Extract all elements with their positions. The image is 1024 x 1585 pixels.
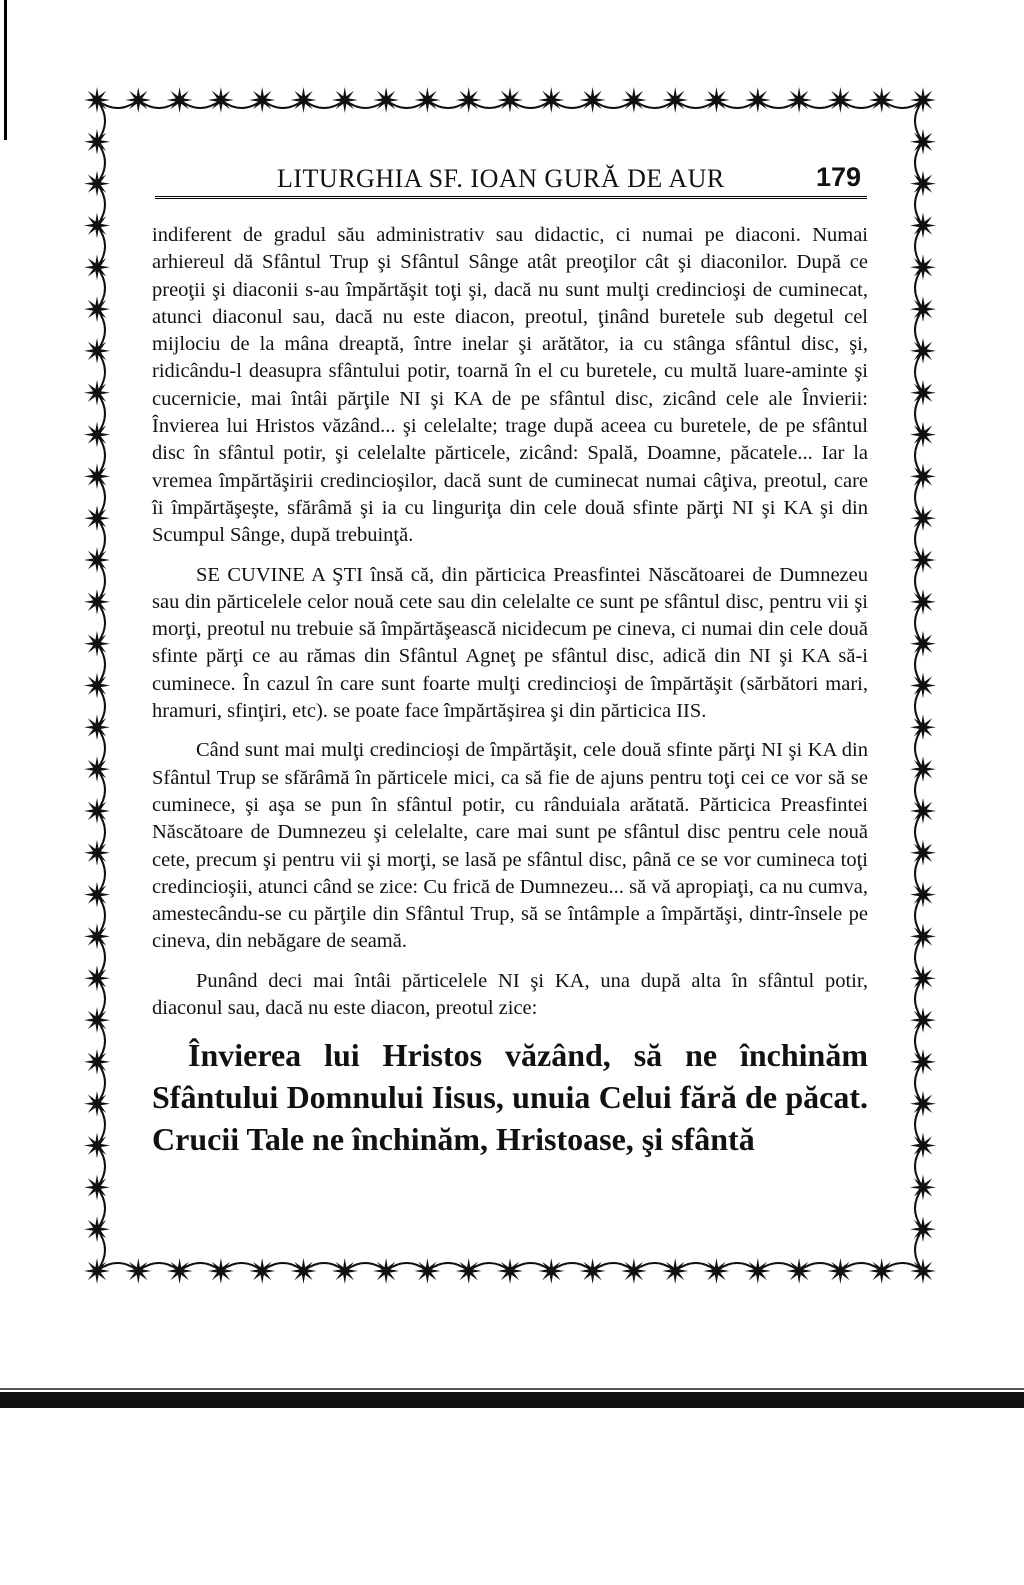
paragraph-3: Când sunt mai mulţi credincioşi de împărtăşit, cele două sfinte părţi NI şi KA din Sfântul Trup se sfărâmă în părticele mici, ca să fie de ajuns pentru toţi cei ce vor să se cuminece, şi aşa se pun în sfântul potir, cu rânduiala arătată. Părticica Preasfintei Născătoare de Dumnezeu şi celelalte, care mai sunt pe sfântul disc pentru cele nouă cete, precum şi pentru vii şi morţi, se lasă pe sfântul disc, până ce se vor cumineca toţi credincioşii, atunci când se zice: Cu frică de Dumnezeu... să vă apropiaţi, ca nu cumva, amestecându-se cu părţile din Sfântul Trup, să se întâmple a împărtăşi, dintr-însele pe cineva, din nebăgare de seamă. xyxy=(152,739,868,953)
page-header xyxy=(155,160,867,199)
prayer-text: Învierea lui Hristos văzând, să ne închinăm Sfântului Domnului Iisus, unuia Celui fără de păcat. Crucii Tale ne închinăm, Hristoase, şi sfântă xyxy=(152,1037,868,1158)
paragraph-4: Punând deci mai întâi părticelele NI şi KA, una după alta în sfântul potir, diaconul sau, dacă nu este diacon, preotul zice: xyxy=(152,969,868,1020)
scan-edge-line xyxy=(0,1388,1024,1390)
page-number: 179 xyxy=(815,162,861,192)
paragraph-1: indiferent de gradul său administrativ sau didactic, ci numai pe diaconi. Numai arhiereul dă Sfântul Trup şi Sfântul Sânge atât preoţilor cât şi diaconilor. După ce preoţii şi diaconii s-au împărtăşit toţi şi, dacă nu sunt mulţi credincioşi de cuminecat, atunci diaconul sau, dacă nu este diacon, preotul, ţinând buretele sub degetul cel mijlociu de la mâna dreaptă, între inelar şi arătător, ia cu stânga sfântul disc, şi, ridicându-l deasupra sfântului potir, toarnă în el cu buretele, cu multă luare-aminte şi cucernicie, mai întâi părţile NI şi KA de pe sfântul disc, zicând cele ale Învierii: Învierea lui Hristos văzând... şi celelalte; trage după aceea cu buretele, de pe sfântul disc în sfântul potir, şi celelalte părticele, zicând: Spală, Doamne, păcatele... Iar la vremea împărtăşirii credincioşilor, dacă sunt de cuminecat numai câţiva, preotul, care îi împărtăşeşte, sfărâmă şi ia cu linguriţa din cele două sfinte părţi NI şi KA şi din Scumpul Sânge, după trebuinţă. xyxy=(152,224,868,547)
running-head: LITURGHIA SF. IOAN GURĂ DE AUR xyxy=(277,164,725,193)
left-margin-rule xyxy=(4,0,7,140)
paragraph-2: SE CUVINE A ŞTI însă că, din părticica Preasfintei Născătoarei de Dumnezeu sau din părticelele celor nouă cete sau din celelalte ce sunt pe sfântul disc, pentru vii şi morţi, preotul nu trebuie să împărtăşească nicidecum pe cineva, ci numai din cele două sfinte părţi ce au rămas din Sfântul Agneţ pe sfântul disc, adică din NI şi KA să-i cuminece. În cazul în care sunt foarte mulţi credincioşi de împărtăşit (sărbători mari, hramuri, sfinţiri, etc). se poate face împărtăşirea şi din părticica IIS. xyxy=(152,563,868,723)
scan-edge-bar xyxy=(0,1392,1024,1408)
page-body xyxy=(152,222,868,1160)
